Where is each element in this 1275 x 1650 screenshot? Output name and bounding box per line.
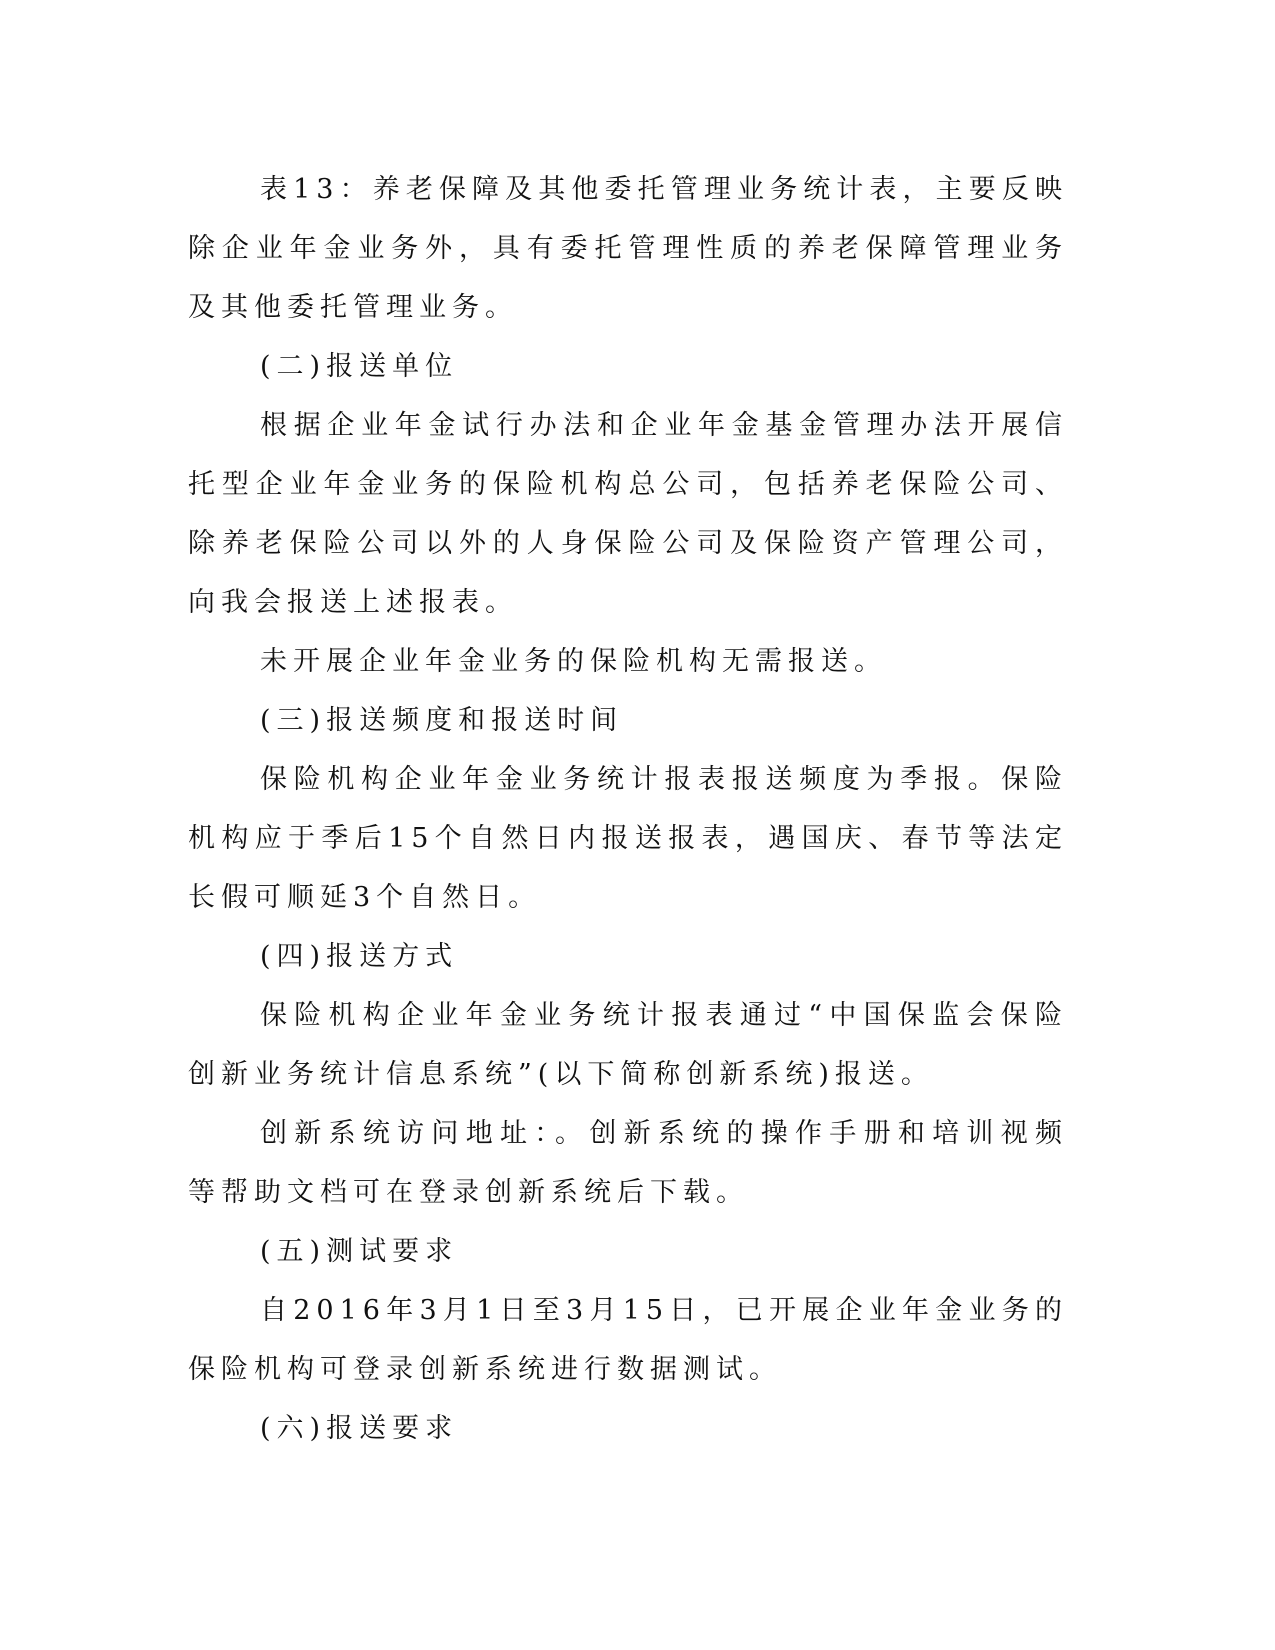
paragraph-method: 保险机构企业年金业务统计报表通过“中国保监会保险创新业务统计信息系统”(以下简称创新系统)报送。 [188, 1000, 1068, 1090]
document-body [188, 160, 1068, 1458]
paragraph-system-address: 创新系统访问地址：。创新系统的操作手册和培训视频等帮助文档可在登录创新系统后下载。 [188, 1118, 1068, 1208]
section-heading-reporting-unit: (二)报送单位 [260, 351, 459, 382]
paragraph-frequency: 保险机构企业年金业务统计报表报送频度为季报。保险机构应于季后15个自然日内报送报表，遇国庆、春节等法定长假可顺延3个自然日。 [188, 764, 1068, 913]
section-heading-method: (四)报送方式 [260, 941, 459, 972]
section-heading-frequency: (三)报送频度和报送时间 [260, 705, 624, 736]
paragraph-testing: 自2016年3月1日至3月15日，已开展企业年金业务的保险机构可登录创新系统进行数据测试。 [188, 1295, 1068, 1385]
section-heading-requirements: (六)报送要求 [260, 1413, 459, 1444]
paragraph-table13-description: 表13：养老保障及其他委托管理业务统计表，主要反映除企业年金业务外，具有委托管理性质的养老保障管理业务及其他委托管理业务。 [188, 174, 1068, 323]
section-heading-testing: (五)测试要求 [260, 1236, 459, 1267]
paragraph-no-report-needed: 未开展企业年金业务的保险机构无需报送。 [260, 646, 887, 677]
paragraph-reporting-unit: 根据企业年金试行办法和企业年金基金管理办法开展信托型企业年金业务的保险机构总公司，包括养老保险公司、除养老保险公司以外的人身保险公司及保险资产管理公司，向我会报送上述报表。 [188, 410, 1068, 618]
